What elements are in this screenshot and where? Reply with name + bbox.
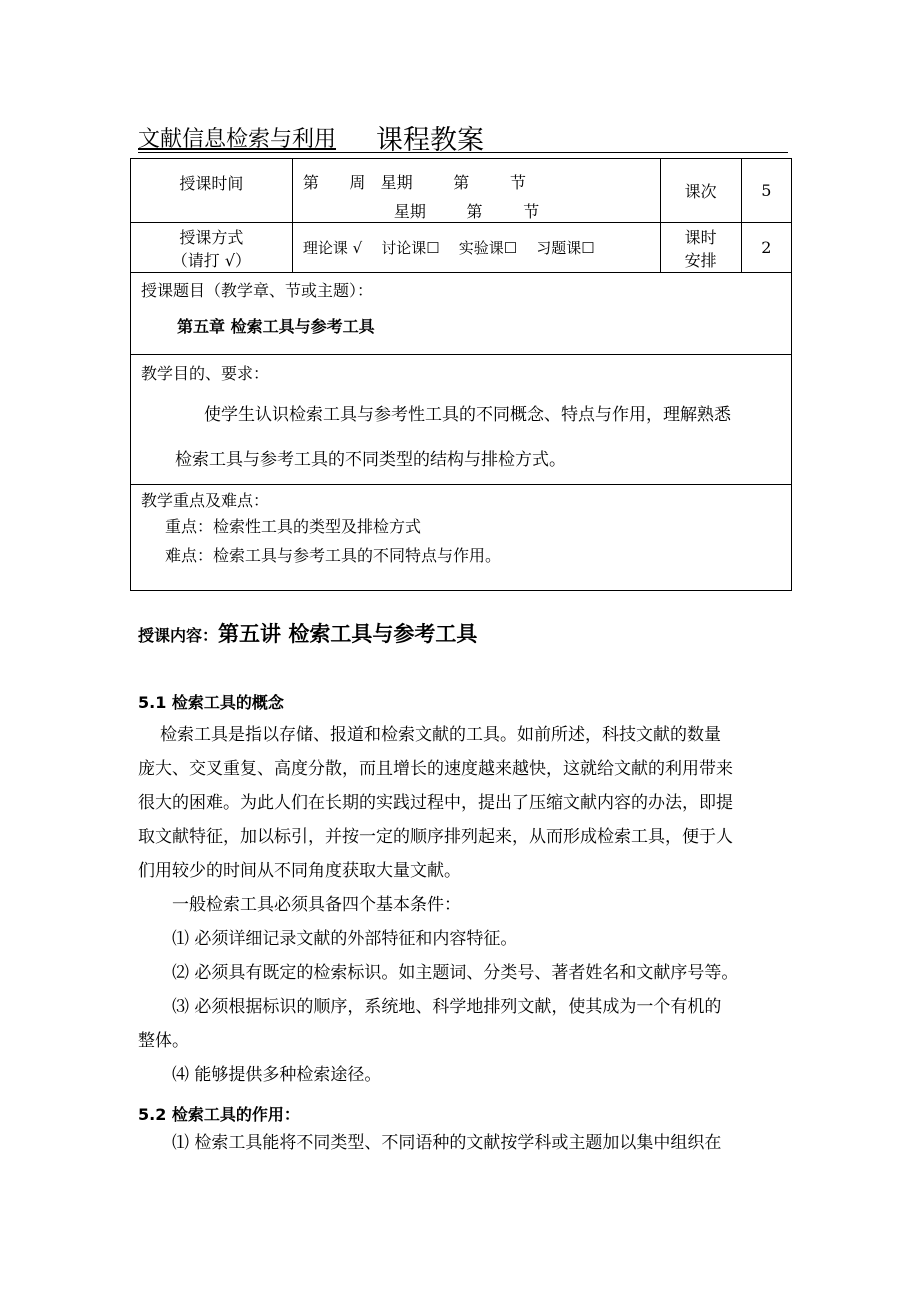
hours-label-cell bbox=[660, 223, 741, 273]
content-heading-title: 第五讲 检索工具与参考工具 bbox=[218, 622, 478, 646]
s51-p1-line4: 取文献特征，加以标引，并按一定的顺序排列起来，从而形成检索工具，便于人 bbox=[138, 827, 733, 847]
goal-line-1: 使学生认识检索工具与参考性工具的不同概念、特点与作用，理解熟悉 bbox=[204, 405, 731, 425]
hours-label-2: 安排 bbox=[684, 250, 717, 270]
s51-p1-line3: 很大的困难。为此人们在长期的实践过程中，提出了压缩文献内容的办法，即提 bbox=[138, 793, 733, 813]
topic-title: 第五章 检索工具与参考工具 bbox=[177, 317, 375, 336]
key-label: 教学重点及难点： bbox=[141, 491, 270, 510]
s51-p1-line2: 庞大、交叉重复、高度分散，而且增长的速度越来越快，这就给文献的利用带来 bbox=[138, 759, 733, 779]
time-line-2: 星期 第 节 bbox=[393, 202, 540, 221]
difficult-point: 难点：检索工具与参考工具的不同特点与作用。 bbox=[165, 546, 502, 565]
topic-label: 授课题目（教学章、节或主题）： bbox=[141, 281, 374, 300]
method-label-1: 授课方式 bbox=[179, 227, 244, 247]
goal-line-2: 检索工具与参考工具的不同类型的结构与排检方式。 bbox=[175, 450, 566, 470]
document-type: 课程教案 bbox=[376, 125, 484, 156]
topic-cell bbox=[131, 273, 792, 355]
hours-label-1: 课时 bbox=[684, 227, 717, 247]
s51-condition-3-line1: ⑶ 必须根据标识的顺序，系统地、科学地排列文献，使其成为一个有机的 bbox=[172, 997, 722, 1017]
time-label-cell bbox=[131, 159, 293, 223]
content-heading-label: 授课内容： bbox=[138, 626, 219, 645]
method-label-cell bbox=[131, 223, 293, 273]
key-points-cell bbox=[131, 485, 792, 591]
s51-p2: 一般检索工具必须具备四个基本条件： bbox=[172, 895, 461, 915]
s51-condition-3-line2: 整体。 bbox=[138, 1031, 189, 1051]
lesson-no-value: 5 bbox=[741, 159, 791, 223]
method-options-text: 理论课 √ 讨论课☐ 实验课☐ 习题课☐ bbox=[302, 239, 595, 257]
goal-label: 教学目的、要求： bbox=[141, 364, 270, 383]
time-cell bbox=[292, 159, 660, 223]
method-options bbox=[292, 223, 660, 273]
s51-condition-4: ⑷ 能够提供多种检索途径。 bbox=[172, 1065, 382, 1085]
lesson-info-table bbox=[130, 158, 792, 591]
s51-p1-line1: 检索工具是指以存储、报道和检索文献的工具。如前所述，科技文献的数量 bbox=[160, 725, 721, 745]
time-label: 授课时间 bbox=[179, 174, 244, 193]
s51-condition-2: ⑵ 必须具有既定的检索标识。如主题词、分类号、著者姓名和文献序号等。 bbox=[172, 963, 739, 983]
section-5-1-body bbox=[138, 718, 798, 1092]
s52-item-1: ⑴ 检索工具能将不同类型、不同语种的文献按学科或主题加以集中组织在 bbox=[172, 1133, 722, 1153]
s51-condition-1: ⑴ 必须详细记录文献的外部特征和内容特征。 bbox=[172, 929, 518, 949]
s51-p1-line5: 们用较少的时间从不同角度获取大量文献。 bbox=[138, 861, 461, 881]
method-label-2: （请打 √） bbox=[171, 250, 252, 270]
document-title bbox=[138, 120, 788, 156]
lesson-no-label: 课次 bbox=[660, 159, 741, 223]
goal-cell bbox=[131, 355, 792, 485]
content-heading bbox=[138, 618, 477, 648]
time-line-1: 第 周 星期 第 节 bbox=[302, 173, 526, 192]
section-5-1-title: 5.1 检索工具的概念 bbox=[138, 693, 284, 712]
hours-value: 2 bbox=[741, 223, 791, 273]
course-name: 文献信息检索与利用 bbox=[138, 127, 337, 152]
section-5-2-title: 5.2 检索工具的作用： bbox=[138, 1105, 300, 1124]
key-point: 重点：检索性工具的类型及排检方式 bbox=[165, 517, 422, 536]
